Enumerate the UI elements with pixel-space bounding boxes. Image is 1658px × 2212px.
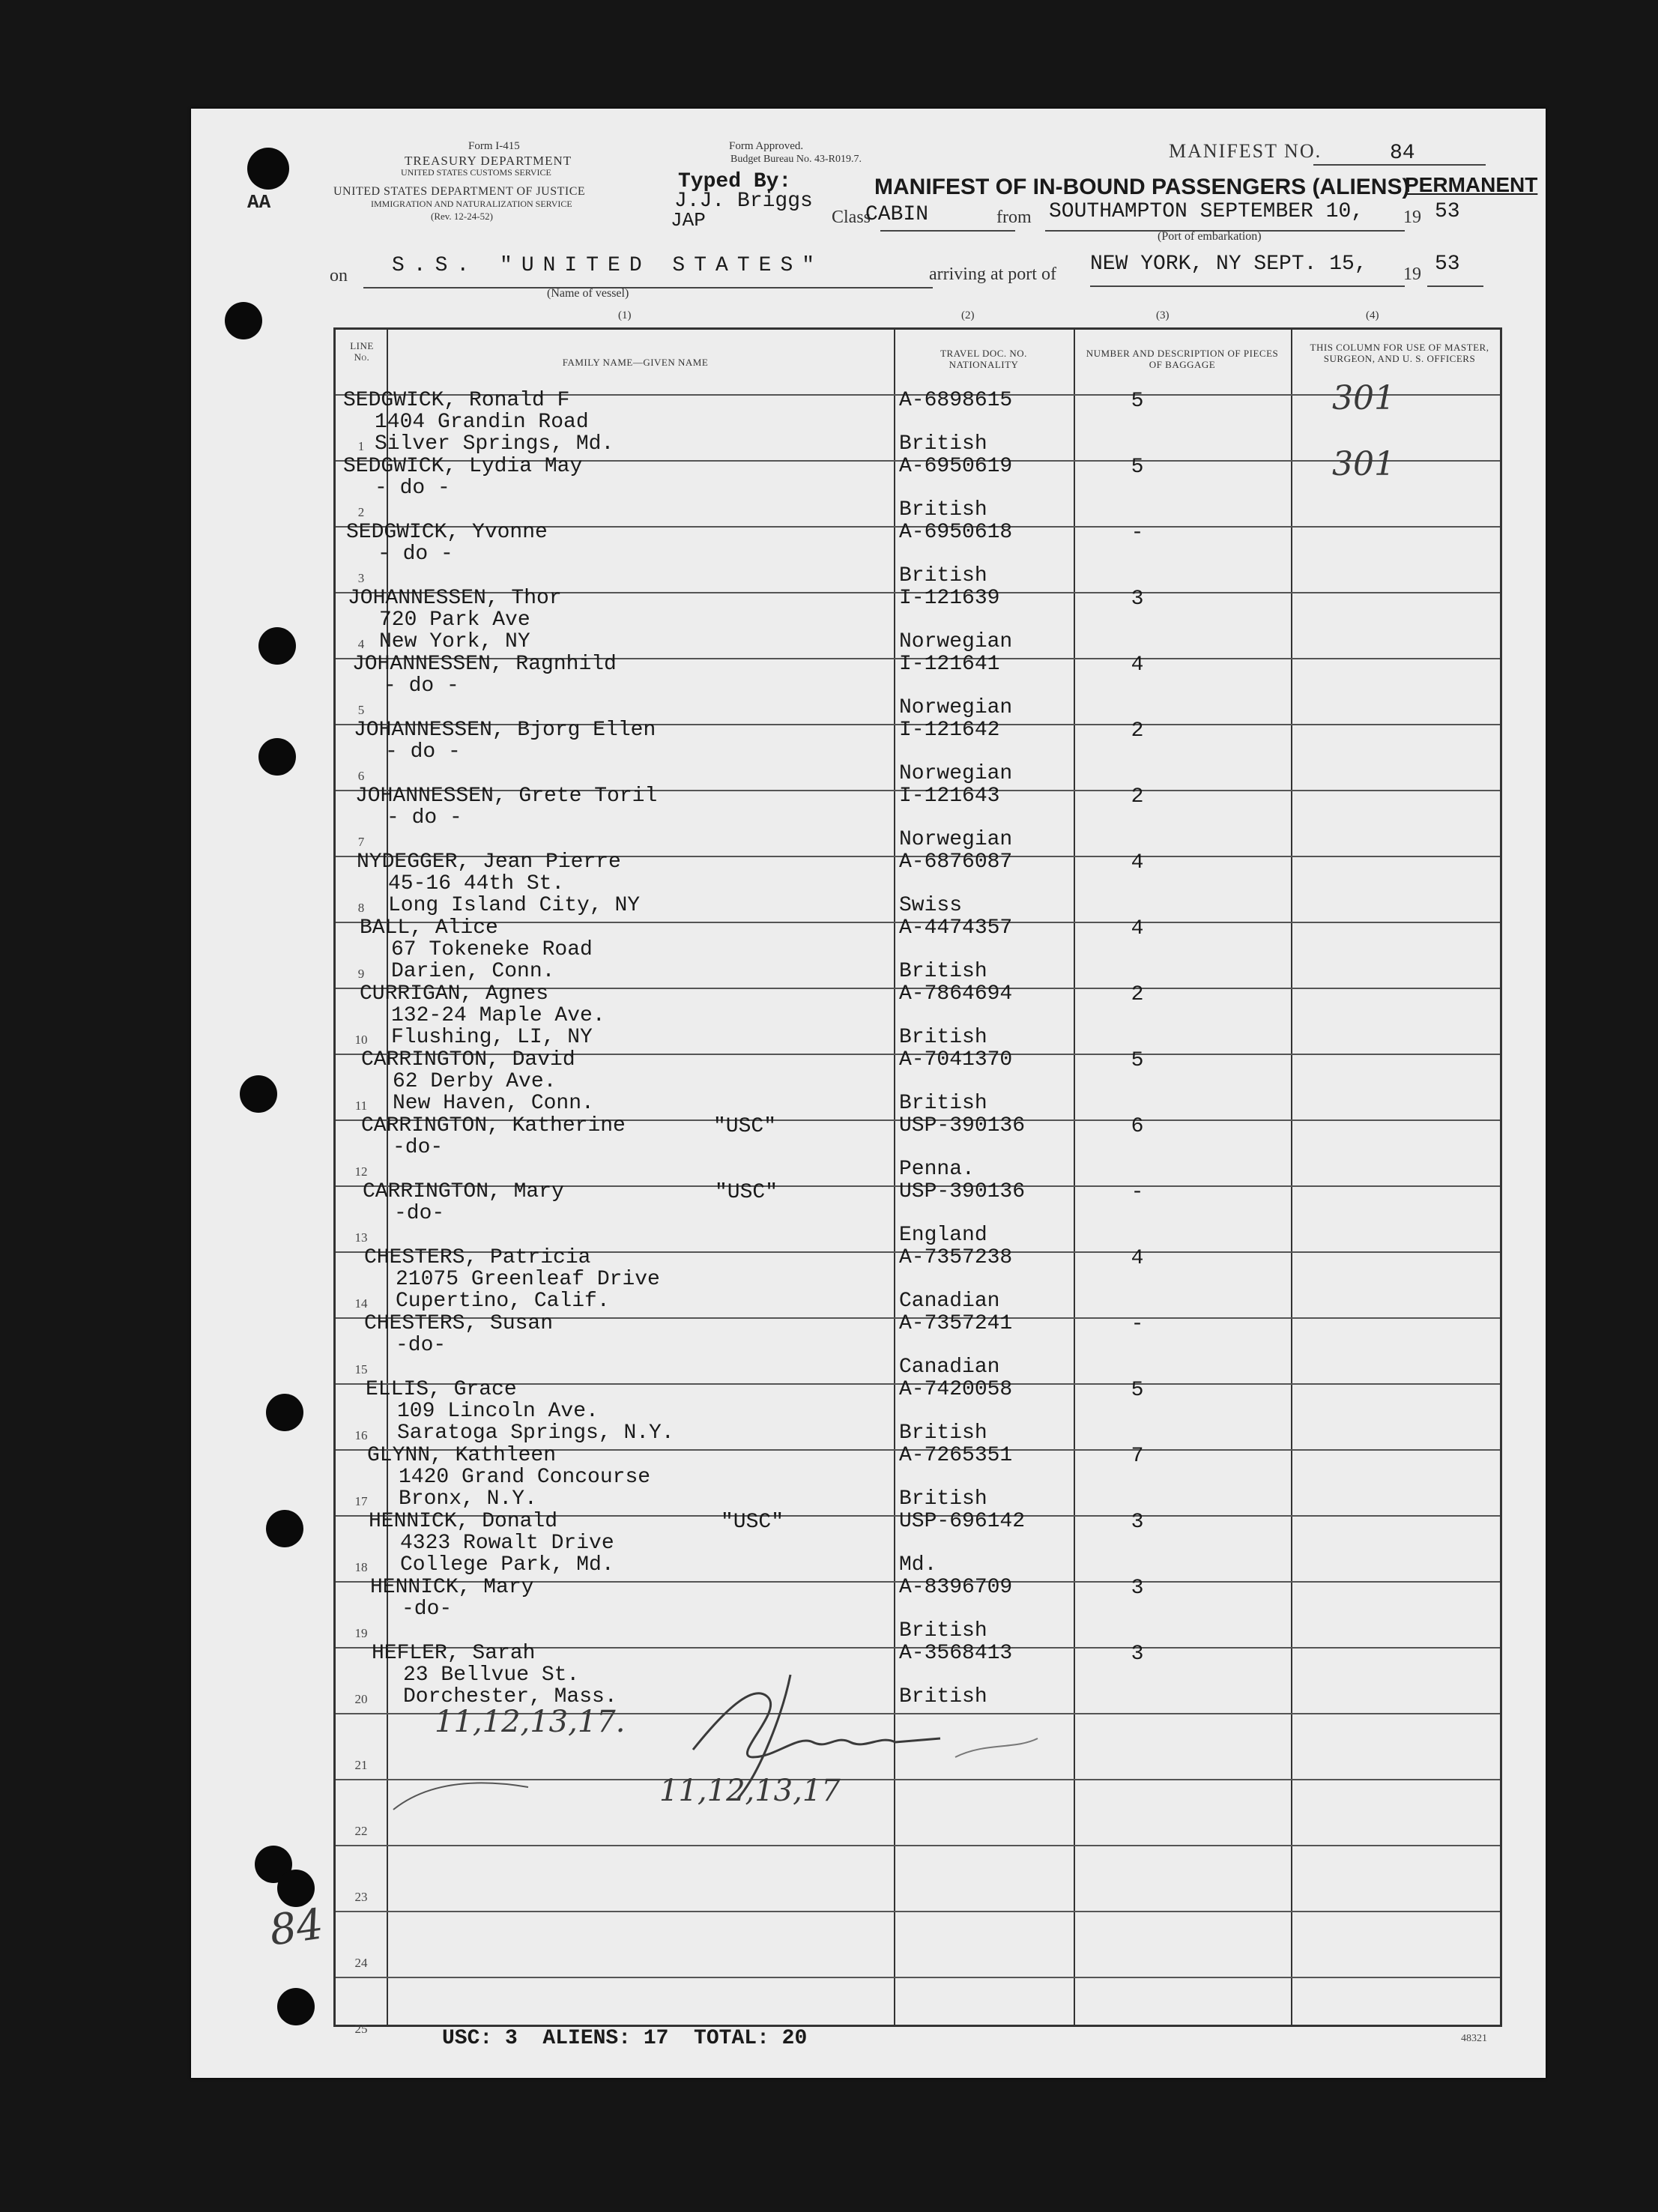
nationality: Md. [899, 1553, 937, 1577]
officer-mark: 301 [1332, 445, 1395, 483]
column-number-3: (3) [1156, 309, 1170, 321]
travel-doc-number: I-121639 [899, 587, 1000, 610]
baggage-count: 4 [1131, 1247, 1144, 1270]
table-row [336, 1510, 1500, 1581]
nationality: Canadian [899, 1356, 1000, 1379]
line-number: 2 [357, 505, 365, 519]
nationality: England [899, 1224, 987, 1247]
table-row [336, 785, 1500, 856]
arrival-year: 53 [1435, 253, 1460, 276]
baggage-count: 4 [1131, 851, 1144, 874]
passenger-address: 23 Bellvue St. [403, 1663, 580, 1687]
baggage-count: 3 [1131, 1577, 1144, 1600]
passenger-city: New York, NY [379, 630, 530, 653]
passenger-city: Silver Springs, Md. [375, 432, 614, 456]
table-row [336, 1114, 1500, 1185]
passenger-address: - do - [385, 740, 461, 764]
line-number: 13 [354, 1230, 368, 1245]
passenger-name: NYDEGGER, Jean Pierre [357, 850, 621, 874]
table-row [336, 1576, 1500, 1647]
table-row [336, 719, 1500, 790]
class-label: Class [832, 208, 871, 227]
passenger-address: 1420 Grand Concourse [399, 1466, 651, 1489]
nationality: British [899, 564, 987, 587]
baggage-count: 2 [1131, 719, 1144, 743]
line-number: 6 [357, 769, 365, 783]
travel-doc-number: A-7420058 [899, 1378, 1013, 1401]
manifest-status: PERMANENT [1405, 173, 1538, 196]
baggage-count: 5 [1131, 1379, 1144, 1402]
nationality: British [899, 1487, 987, 1511]
typed-by-initials: JAP [671, 209, 706, 232]
baggage-count: 3 [1131, 587, 1144, 611]
nationality: Swiss [899, 894, 963, 917]
line-number: 24 [354, 1956, 368, 1970]
passenger-name: JOHANNESSEN, Bjorg Ellen [354, 719, 656, 742]
usc-mark: "USC" [721, 1511, 784, 1534]
baggage-count: 6 [1131, 1115, 1144, 1138]
nationality: Norwegian [899, 762, 1013, 785]
travel-doc-number: A-7864694 [899, 982, 1013, 1006]
passenger-city: Cupertino, Calif. [396, 1290, 610, 1313]
passenger-address: -do- [396, 1334, 447, 1357]
travel-doc-number: USP-390136 [899, 1180, 1026, 1203]
travel-doc-number: A-7357241 [899, 1312, 1013, 1335]
passenger-city: Saratoga Springs, N.Y. [397, 1421, 674, 1445]
typed-by-name: J.J. Briggs [674, 190, 813, 213]
justice-dept: UNITED STATES DEPARTMENT OF JUSTICE [333, 185, 586, 198]
baggage-count: 5 [1131, 456, 1144, 479]
baggage-count: - [1131, 522, 1144, 545]
on-label: on [330, 266, 348, 285]
baggage-count: 7 [1131, 1445, 1144, 1468]
treasury-dept: TREASURY DEPARTMENT [405, 154, 572, 168]
line-number: 5 [357, 703, 365, 717]
nationality: British [899, 1619, 987, 1643]
line-number: 16 [354, 1428, 368, 1442]
punch-hole [240, 1075, 277, 1113]
column-number-1: (1) [618, 309, 632, 321]
nationality: Penna. [899, 1158, 975, 1181]
header-baggage: NUMBER AND DESCRIPTION OF PIECES OF BAGGAGE [1086, 348, 1279, 370]
travel-doc-number: A-6950618 [899, 521, 1013, 544]
officer-signature [671, 1667, 1045, 1802]
passenger-name: HENNICK, Mary [370, 1576, 534, 1599]
nationality: British [899, 1026, 987, 1049]
travel-doc-number: A-4474357 [899, 916, 1013, 940]
travel-doc-number: USP-390136 [899, 1114, 1026, 1137]
table-row [336, 653, 1500, 724]
embarkation-year: 53 [1435, 200, 1460, 223]
line-number: 1 [357, 439, 365, 453]
passenger-name: JOHANNESSEN, Grete Toril [355, 785, 658, 808]
passenger-city: College Park, Md. [400, 1553, 614, 1577]
table-row [336, 982, 1500, 1054]
travel-doc-number: I-121641 [899, 653, 1000, 676]
travel-doc-number: A-3568413 [899, 1642, 1013, 1665]
punch-hole [266, 1394, 303, 1431]
baggage-count: 2 [1131, 983, 1144, 1006]
print-code: 48321 [1461, 2033, 1487, 2044]
line-number: 21 [354, 1758, 368, 1772]
passenger-name: SEDGWICK, Yvonne [346, 521, 548, 544]
manifest-title: MANIFEST OF IN-BOUND PASSENGERS (ALIENS) [874, 175, 1410, 199]
passenger-city: Bronx, N.Y. [399, 1487, 537, 1511]
line-number: 15 [354, 1362, 368, 1377]
handwritten-lines-note: 11,12,13,17 [659, 1774, 841, 1808]
passenger-name: SEDGWICK, Ronald F [343, 389, 570, 412]
punch-hole [258, 738, 296, 776]
passenger-address: -do- [393, 1136, 444, 1159]
header-travel-doc: TRAVEL DOC. NO. NATIONALITY [940, 348, 1027, 370]
usc-mark: "USC" [713, 1115, 777, 1138]
class-value: CABIN [865, 203, 929, 226]
budget-bureau: Budget Bureau No. 43-R019.7. [730, 154, 862, 165]
travel-doc-number: A-6876087 [899, 850, 1013, 874]
usc-mark: "USC" [715, 1181, 778, 1204]
nationality: British [899, 1092, 987, 1115]
year-prefix: 19 [1403, 208, 1421, 227]
nationality: Norwegian [899, 828, 1013, 851]
passenger-address: 109 Lincoln Ave. [397, 1400, 599, 1423]
punch-hole [247, 148, 289, 190]
line-number: 8 [357, 901, 365, 915]
nationality: British [899, 432, 987, 456]
passenger-address: - do - [378, 543, 453, 566]
travel-doc-number: A-6898615 [899, 389, 1013, 412]
passenger-name: CURRIGAN, Agnes [360, 982, 549, 1006]
baggage-count: 3 [1131, 1643, 1144, 1666]
line-number: 3 [357, 571, 365, 585]
officer-mark: 301 [1332, 379, 1395, 417]
line-number: 7 [357, 835, 365, 849]
line-number: 20 [354, 1692, 368, 1706]
line-number: 22 [354, 1824, 368, 1838]
embarkation-value: SOUTHAMPTON SEPTEMBER 10, [1049, 200, 1364, 223]
ins-service: IMMIGRATION AND NATURALIZATION SERVICE [371, 199, 572, 209]
punch-hole [258, 627, 296, 665]
table-row [336, 1911, 1500, 1977]
revision: (Rev. 12-24-52) [431, 211, 493, 222]
travel-doc-number: A-7041370 [899, 1048, 1013, 1072]
nationality: British [899, 1685, 987, 1708]
arriving-label: arriving at port of [929, 265, 1056, 284]
passenger-name: CARRINGTON, Mary [363, 1180, 564, 1203]
baggage-count: 5 [1131, 390, 1144, 413]
passenger-city: Dorchester, Mass. [403, 1685, 617, 1708]
column-number-2: (2) [961, 309, 975, 321]
passenger-name: HEFLER, Sarah [372, 1642, 536, 1665]
passenger-city: Darien, Conn. [391, 960, 555, 983]
table-row [336, 1048, 1500, 1119]
line-number: 14 [354, 1296, 368, 1311]
nationality: Norwegian [899, 696, 1013, 719]
table-row [336, 850, 1500, 922]
arrival-port-value: NEW YORK, NY SEPT. 15, [1090, 253, 1367, 276]
baggage-count: - [1131, 1181, 1144, 1204]
line-number: 11 [354, 1099, 368, 1113]
line-number: 18 [354, 1560, 368, 1574]
travel-doc-number: A-7357238 [899, 1246, 1013, 1269]
line-number: 19 [354, 1626, 368, 1640]
handwritten-margin-number: 84 [266, 1900, 327, 1956]
passenger-address: - do - [387, 806, 462, 830]
table-row [336, 521, 1500, 592]
passenger-address: 45-16 44th St. [388, 872, 565, 895]
passenger-name: CHESTERS, Susan [364, 1312, 554, 1335]
travel-doc-number: USP-696142 [899, 1510, 1026, 1533]
passenger-city: New Haven, Conn. [393, 1092, 594, 1115]
line-number: 12 [354, 1164, 368, 1179]
table-row [336, 916, 1500, 988]
corner-mark: AA [247, 191, 271, 214]
passenger-city: Flushing, LI, NY [391, 1026, 593, 1049]
header-officers: THIS COLUMN FOR USE OF MASTER, SURGEON, AND U. S. OFFICERS [1310, 342, 1489, 364]
travel-doc-number: A-7265351 [899, 1444, 1013, 1467]
passenger-city: Long Island City, NY [388, 894, 641, 917]
table-row [336, 1444, 1500, 1515]
nationality: British [899, 498, 987, 522]
passenger-name: CARRINGTON, Katherine [361, 1114, 626, 1137]
header-line-no: LINE No. [350, 340, 374, 363]
passenger-name: BALL, Alice [360, 916, 498, 940]
vessel-caption: (Name of vessel) [547, 287, 629, 300]
passenger-address: 132-24 Maple Ave. [391, 1004, 605, 1027]
passenger-address: - do - [375, 477, 450, 500]
passenger-address: 720 Park Ave [379, 608, 530, 632]
vessel-name: S.S. "UNITED STATES" [392, 254, 824, 277]
passenger-address: -do- [394, 1202, 445, 1225]
baggage-count: 2 [1131, 785, 1144, 809]
passenger-name: ELLIS, Grace [366, 1378, 517, 1401]
table-row [336, 1378, 1500, 1449]
port-embark-caption: (Port of embarkation) [1158, 230, 1262, 243]
line-number: 4 [357, 637, 365, 651]
customs-service: UNITED STATES CUSTOMS SERVICE [401, 167, 551, 178]
baggage-count: - [1131, 1313, 1144, 1336]
passenger-address: 62 Derby Ave. [393, 1070, 557, 1093]
line-number: 25 [354, 2022, 368, 2036]
passenger-address: -do- [402, 1598, 453, 1621]
typed-by-label: Typed By: [678, 170, 792, 193]
passenger-address: 21075 Greenleaf Drive [396, 1268, 660, 1291]
table-row [336, 379, 1500, 460]
travel-doc-number: A-6950619 [899, 455, 1013, 478]
form-approved: Form Approved. [729, 140, 804, 152]
table-row [336, 445, 1500, 526]
passenger-name: GLYNN, Kathleen [367, 1444, 557, 1467]
punch-hole [277, 1988, 315, 2025]
passenger-name: HENNICK, Donald [369, 1510, 558, 1533]
baggage-count: 5 [1131, 1049, 1144, 1072]
passenger-address: 1404 Grandin Road [375, 411, 589, 434]
nationality: Norwegian [899, 630, 1013, 653]
nationality: British [899, 960, 987, 983]
passenger-name: CHESTERS, Patricia [364, 1246, 591, 1269]
punch-hole [266, 1510, 303, 1547]
passenger-name: JOHANNESSEN, Ragnhild [352, 653, 617, 676]
table-row [336, 587, 1500, 658]
form-number: Form I-415 [468, 140, 520, 152]
column-number-4: (4) [1366, 309, 1379, 321]
passenger-name: JOHANNESSEN, Thor [348, 587, 562, 610]
year-prefix: 19 [1403, 265, 1421, 284]
baggage-count: 4 [1131, 653, 1144, 677]
manifest-no-label: MANIFEST NO. [1169, 140, 1322, 162]
line-number: 17 [354, 1494, 368, 1508]
manifest-sheet [191, 109, 1546, 2078]
totals-summary: USC: 3 ALIENS: 17 TOTAL: 20 [442, 2027, 808, 2050]
punch-hole [225, 302, 262, 339]
nationality: Canadian [899, 1290, 1000, 1313]
line-number: 23 [354, 1890, 368, 1904]
handwritten-lines-note: 11,12,13,17. [435, 1705, 626, 1739]
travel-doc-number: I-121643 [899, 785, 1000, 808]
table-row [336, 1246, 1500, 1317]
travel-doc-number: I-121642 [899, 719, 1000, 742]
passenger-address: 4323 Rowalt Drive [400, 1532, 614, 1555]
table-row [336, 1845, 1500, 1911]
manifest-number: 84 [1390, 142, 1415, 165]
line-number: 10 [354, 1033, 368, 1047]
table-row [336, 1180, 1500, 1251]
header-name: FAMILY NAME—GIVEN NAME [562, 357, 709, 368]
passenger-name: CARRINGTON, David [361, 1048, 575, 1072]
passenger-address: - do - [384, 674, 459, 698]
pencil-marks [386, 1765, 536, 1825]
travel-doc-number: A-8396709 [899, 1576, 1013, 1599]
from-label: from [996, 208, 1032, 227]
line-number: 9 [357, 967, 365, 981]
baggage-count: 4 [1131, 917, 1144, 940]
baggage-count: 3 [1131, 1511, 1144, 1534]
passenger-name: SEDGWICK, Lydia May [343, 455, 583, 478]
passenger-address: 67 Tokeneke Road [391, 938, 593, 961]
table-row [336, 1312, 1500, 1383]
nationality: British [899, 1421, 987, 1445]
